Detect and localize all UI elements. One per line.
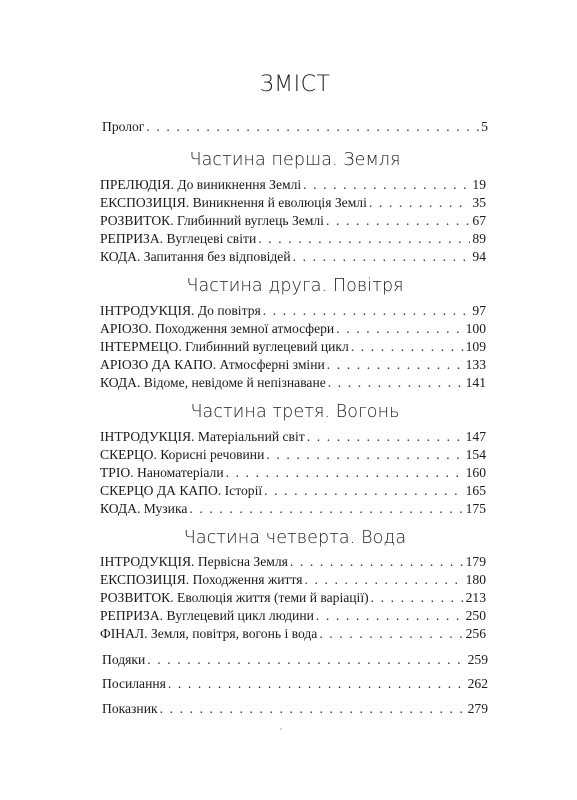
leader-dots bbox=[258, 230, 470, 248]
page-title: ЗМІСТ bbox=[259, 72, 331, 97]
toc-entry-label: КОДА. Музика bbox=[100, 501, 188, 516]
leader-dots bbox=[160, 700, 466, 718]
toc-entry-page: 100 bbox=[465, 321, 486, 336]
toc-entry-label: РЕПРИЗА. Вуглецеві світи bbox=[100, 231, 257, 246]
toc-entry-page: 250 bbox=[465, 608, 486, 623]
leader-dots bbox=[146, 118, 479, 136]
leader-dots bbox=[303, 176, 470, 194]
toc-entry bbox=[100, 356, 486, 374]
toc-entry bbox=[100, 571, 486, 589]
leader-dots bbox=[351, 338, 464, 356]
toc-entry-label: ЕКСПОЗИЦІЯ. Виникнення й еволюція Землі bbox=[100, 195, 367, 210]
leader-dots bbox=[263, 302, 471, 320]
toc-entry-page: 133 bbox=[465, 357, 486, 372]
leader-dots bbox=[336, 320, 463, 338]
leader-dots bbox=[369, 194, 471, 212]
toc-entry-label: АРІОЗО. Походження земної атмосфери bbox=[100, 321, 335, 336]
toc-entry-label: СКЕРЦО ДА КАПО. Історії bbox=[100, 483, 263, 498]
toc-entry-label: ІНТРОДУКЦІЯ. Матеріальний світ bbox=[100, 429, 305, 444]
leader-dots bbox=[319, 625, 463, 643]
part-heading-2: Частина друга. Повітря bbox=[186, 276, 404, 296]
leader-dots bbox=[189, 500, 463, 518]
toc-entry-label: ІНТРОДУКЦІЯ. Первісна Земля bbox=[100, 554, 288, 569]
leader-dots bbox=[305, 571, 464, 589]
leader-dots bbox=[371, 589, 464, 607]
toc-entry-index bbox=[102, 700, 488, 718]
toc-entry-label: РОЗВИТОК. Еволюція життя (теми й варіації) bbox=[100, 590, 369, 605]
toc-entry bbox=[100, 464, 486, 482]
toc-entry-page: 256 bbox=[465, 626, 486, 641]
toc-entry bbox=[100, 320, 486, 338]
toc-entry-label: АРІОЗО ДА КАПО. Атмосферні зміни bbox=[100, 357, 325, 372]
leader-dots bbox=[147, 651, 465, 669]
toc-entry bbox=[100, 500, 486, 518]
toc-entry-page: 175 bbox=[465, 501, 486, 516]
toc-entry-page: 89 bbox=[472, 231, 486, 246]
toc-entry-references bbox=[102, 675, 488, 693]
leader-dots bbox=[326, 212, 470, 230]
leader-dots bbox=[264, 482, 463, 500]
toc-entry-page: 160 bbox=[465, 465, 486, 480]
leader-dots bbox=[290, 553, 464, 571]
toc-entry bbox=[100, 625, 486, 643]
toc-entry bbox=[100, 212, 486, 230]
toc-entry bbox=[100, 230, 486, 248]
toc-entry-page: 19 bbox=[472, 177, 486, 192]
toc-entry-label: Показник bbox=[102, 701, 158, 716]
toc-entry bbox=[100, 374, 486, 392]
toc-entry-label: РОЗВИТОК. Глибинний вуглець Землі bbox=[100, 213, 324, 228]
leader-dots bbox=[168, 675, 466, 693]
toc-entry bbox=[100, 446, 486, 464]
toc-entry-page: 141 bbox=[465, 375, 486, 390]
leader-dots bbox=[226, 464, 464, 482]
toc-entry-label: Посилання bbox=[102, 676, 166, 691]
toc-entry bbox=[100, 338, 486, 356]
toc-entry-label: РЕПРИЗА. Вуглецевий цикл людини bbox=[100, 608, 314, 623]
toc-entry-page: 67 bbox=[472, 213, 486, 228]
toc-entry-page: 262 bbox=[467, 676, 488, 691]
toc-entry-label: Пролог bbox=[102, 119, 145, 134]
leader-dots bbox=[316, 607, 464, 625]
toc-entry bbox=[100, 248, 486, 266]
toc-entry-page: 35 bbox=[472, 195, 486, 210]
leader-dots bbox=[307, 428, 464, 446]
leader-dots bbox=[266, 446, 463, 464]
toc-entry-label: Подяки bbox=[102, 652, 146, 667]
toc-entry bbox=[100, 482, 486, 500]
toc-entry bbox=[100, 428, 486, 446]
leader-dots bbox=[328, 374, 464, 392]
toc-entry-label: КОДА. Відоме, невідоме й непізнаване bbox=[100, 375, 326, 390]
toc-entry-page: 154 bbox=[465, 447, 486, 462]
toc-entry bbox=[100, 176, 486, 194]
toc-entry-page: 147 bbox=[465, 429, 486, 444]
toc-entry-page: 5 bbox=[481, 119, 488, 134]
toc-entry-acknowledgements bbox=[102, 651, 488, 669]
toc-entry-label: ТРІО. Наноматеріали bbox=[100, 465, 224, 480]
toc-entry bbox=[100, 302, 486, 320]
toc-entry bbox=[100, 607, 486, 625]
toc-entry-label: ІНТЕРМЕЦО. Глибинний вуглецевий цикл bbox=[100, 339, 349, 354]
toc-entry-page: 279 bbox=[467, 701, 488, 716]
toc-entry-prolog bbox=[102, 118, 488, 136]
toc-entry-page: 165 bbox=[465, 483, 486, 498]
toc-entry-label: ФІНАЛ. Земля, повітря, вогонь і вода bbox=[100, 626, 318, 641]
toc-entry-label: ЕКСПОЗИЦІЯ. Походження життя bbox=[100, 572, 303, 587]
toc-entry-label: КОДА. Запитання без відповідей bbox=[100, 249, 291, 264]
toc-entry-page: 109 bbox=[465, 339, 486, 354]
toc-entry-label: ПРЕЛЮДІЯ. До виникнення Землі bbox=[100, 177, 302, 192]
toc-entry-page: 213 bbox=[465, 590, 486, 605]
leader-dots bbox=[293, 248, 471, 266]
leader-dots bbox=[327, 356, 464, 374]
toc-entry-label: ІНТРОДУКЦІЯ. До повітря bbox=[100, 303, 261, 318]
toc-entry-page: 94 bbox=[472, 249, 486, 264]
part-heading-4: Частина четверта. Вода bbox=[183, 528, 407, 548]
toc-entry bbox=[100, 553, 486, 571]
toc-entry-page: 179 bbox=[465, 554, 486, 569]
toc-entry bbox=[100, 589, 486, 607]
page-speck bbox=[280, 728, 282, 730]
toc-entry bbox=[100, 194, 486, 212]
toc-entry-page: 259 bbox=[467, 652, 488, 667]
toc-entry-page: 180 bbox=[465, 572, 486, 587]
toc-entry-page: 97 bbox=[472, 303, 486, 318]
part-heading-3: Частина третя. Вогонь bbox=[190, 402, 400, 422]
toc-entry-label: СКЕРЦО. Корисні речовини bbox=[100, 447, 265, 462]
part-heading-1: Частина перша. Земля bbox=[189, 150, 401, 170]
